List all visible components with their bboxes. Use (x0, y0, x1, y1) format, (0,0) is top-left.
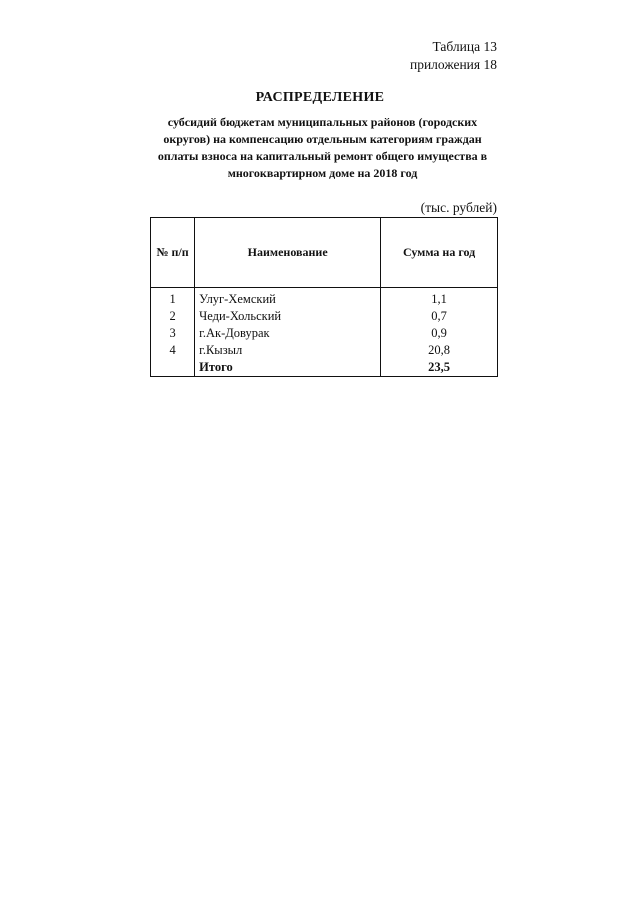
row-name: Улуг-Хемский (195, 288, 381, 309)
row-num: 2 (151, 308, 195, 325)
row-sum: 1,1 (381, 288, 498, 309)
header-sum: Сумма на год (381, 218, 498, 288)
row-sum: 0,7 (381, 308, 498, 325)
table-row (151, 288, 498, 309)
appendix-number: приложения 18 (409, 57, 497, 72)
table-header-row (151, 218, 498, 288)
table-number: Таблица 13 (432, 39, 497, 54)
document-subtitle: субсидий бюджетам муниципальных районов (городских округов) на компенсацию отдельным категориям граждан оплаты взноса на капитальный ремонт общего имущества в многоквартирном доме на 2018 год (157, 115, 488, 180)
table-row (151, 325, 498, 342)
row-num: 3 (151, 325, 195, 342)
total-num (151, 359, 195, 377)
table-row (151, 342, 498, 359)
row-name: Чеди-Хольский (195, 308, 381, 325)
total-label: Итого (195, 359, 381, 377)
document-title: РАСПРЕДЕЛЕНИЕ (255, 90, 385, 105)
total-sum: 23,5 (381, 359, 498, 377)
row-name: г.Кызыл (195, 342, 381, 359)
row-sum: 0,9 (381, 325, 498, 342)
header-num: № п/п (151, 218, 195, 288)
row-name: г.Ак-Довурак (195, 325, 381, 342)
table-reference (410, 38, 497, 74)
table-total-row (151, 359, 498, 377)
row-num: 1 (151, 288, 195, 309)
distribution-table (150, 217, 498, 377)
header-name: Наименование (195, 218, 381, 288)
table-row (151, 308, 498, 325)
units-label: (тыс. рублей) (420, 200, 497, 215)
row-sum: 20,8 (381, 342, 498, 359)
row-num: 4 (151, 342, 195, 359)
